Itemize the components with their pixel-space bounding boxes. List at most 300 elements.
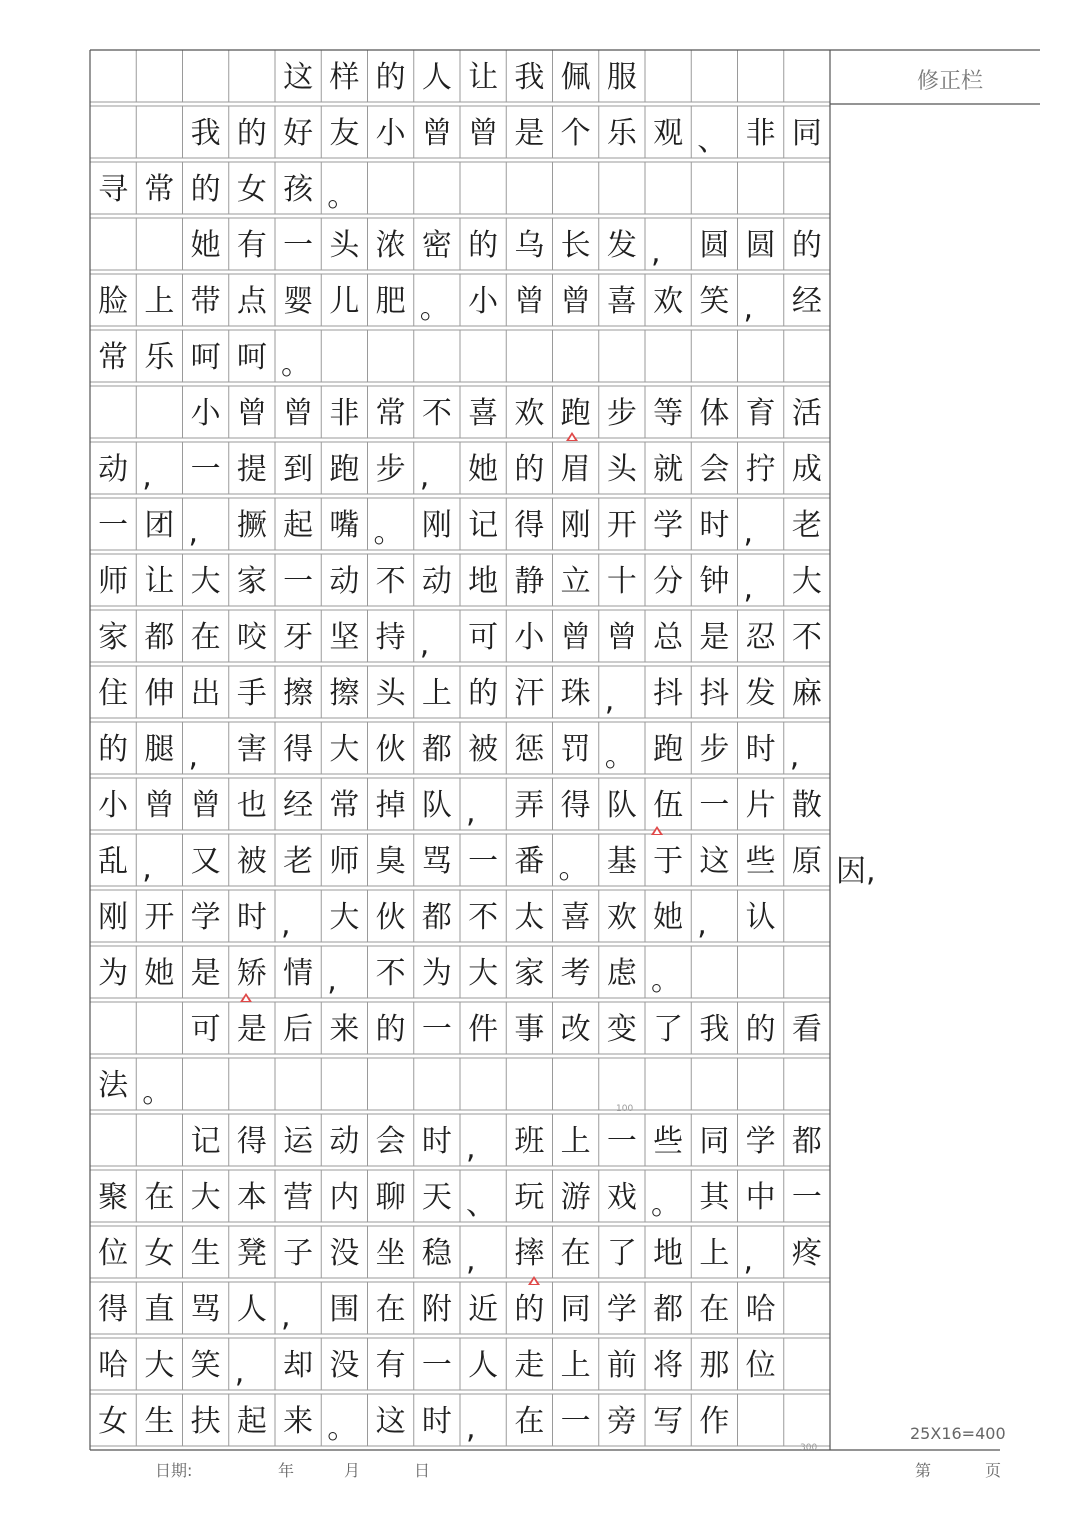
grid-cell: 起: [236, 1404, 267, 1439]
grid-cell: 时: [421, 1404, 452, 1439]
grid-cell: 聚: [98, 1180, 129, 1215]
grid-cell: 头: [329, 228, 360, 263]
grid-cell: 刚: [421, 508, 452, 543]
grid-cell: [460, 330, 506, 386]
grid-cell: 常: [98, 340, 129, 375]
grid-cell: [784, 946, 830, 1002]
grid-cell: 一: [468, 844, 499, 879]
grid-cell: 抖: [699, 676, 730, 711]
grid-cell: 大: [329, 900, 360, 935]
grid-cell: 原: [791, 844, 822, 879]
grid-cell: 都: [653, 1292, 684, 1327]
essay-row: [90, 1282, 830, 1338]
essay-row: [90, 946, 830, 1002]
grid-cell: ,: [188, 515, 199, 550]
grid-cell: 欢: [514, 396, 545, 431]
grid-cell: 忍: [745, 620, 776, 655]
grid-cell: 玩: [514, 1180, 545, 1215]
grid-cell: 成: [791, 452, 822, 487]
grid-cell: 。: [604, 739, 635, 774]
grid-cell: 可: [190, 1012, 221, 1047]
grid-cell: 虑: [606, 956, 637, 991]
grid-cell: 直: [144, 1292, 175, 1327]
grid-cell: 步: [606, 396, 637, 431]
grid-cell: 她: [653, 900, 684, 935]
grid-cell: 学: [653, 508, 684, 543]
grid-cell: 上: [560, 1348, 591, 1383]
grid-cell: 开: [606, 508, 637, 543]
grid-cell: 基: [606, 844, 637, 879]
grid-cell: 孩: [283, 172, 314, 207]
grid-cell: 老: [791, 508, 822, 543]
grid-cell: 生: [144, 1404, 175, 1439]
grid-cell: [784, 890, 830, 946]
grid-cell: 出: [190, 676, 221, 711]
grid-cell: 人: [421, 60, 452, 95]
grid-cell: 学: [606, 1292, 637, 1327]
grid-cell: [136, 386, 182, 442]
grid-cell: 营: [283, 1180, 314, 1215]
grid-cell: 经: [283, 788, 314, 823]
grid-cell: 运: [283, 1124, 314, 1159]
grid-cell: ,: [188, 739, 199, 774]
grid-cell: 附: [421, 1292, 452, 1327]
grid-cell: 手: [236, 676, 267, 711]
grid-cell: 大: [190, 564, 221, 599]
grid-cell: 喜: [606, 284, 637, 319]
grid-cell: 曾: [560, 620, 591, 655]
page-label: 第: [915, 1461, 932, 1480]
grid-cell: 这: [375, 1404, 406, 1439]
grid-cell: 一: [699, 788, 730, 823]
grid-cell: [784, 1282, 830, 1338]
grid-cell: [90, 1114, 136, 1170]
grid-cell: ,: [743, 291, 754, 326]
grid-cell: 长: [560, 228, 591, 263]
grid-cell: 大: [329, 732, 360, 767]
grid-cell: [691, 50, 737, 106]
day-label: 日: [414, 1461, 431, 1480]
grid-cell: 分: [653, 564, 684, 599]
grid-cell: 近: [468, 1292, 499, 1327]
grid-cell: 没: [329, 1348, 360, 1383]
year-label: 年: [278, 1461, 295, 1480]
grid-cell: ,: [651, 235, 661, 270]
grid-cell: ,: [789, 739, 800, 774]
grid-cell: 动: [421, 564, 452, 599]
grid-cell: 时: [745, 732, 776, 767]
essay-row: [90, 1338, 830, 1394]
grid-cell: [553, 330, 599, 386]
grid-cell: 浓: [375, 228, 406, 263]
grid-cell: [90, 1002, 136, 1058]
grid-cell: 曾: [560, 284, 591, 319]
grid-cell: 伙: [375, 732, 406, 767]
grid-cell: 擦: [329, 676, 360, 711]
grid-cell: 时: [421, 1124, 452, 1159]
margin-note: 因,: [836, 854, 876, 889]
grid-cell: 常: [329, 788, 360, 823]
grid-cell: 持: [375, 620, 406, 655]
grid-cell: 观: [653, 116, 684, 151]
grid-cell: 来: [283, 1404, 314, 1439]
grid-cell: [645, 162, 691, 218]
grid-cell: 一: [283, 564, 314, 599]
grid-cell: 女: [236, 172, 267, 207]
grid-cell: 提: [236, 452, 267, 487]
grid-cell: 骂: [421, 844, 452, 879]
grid-cell: 让: [144, 564, 175, 599]
grid-cell: [553, 1058, 599, 1114]
grid-cell: 汗: [514, 676, 545, 711]
grid-cell: 生: [190, 1236, 221, 1271]
grid-cell: 曾: [421, 116, 452, 151]
grid-cell: 走: [514, 1348, 545, 1383]
grid-cell: 小: [468, 284, 499, 319]
grid-cell: ,: [466, 1243, 476, 1278]
grid-cell: 女: [98, 1404, 129, 1439]
grid-cell: 珠: [560, 676, 591, 711]
grid-cell: 的: [375, 1012, 406, 1047]
grid-cell: ,: [466, 1411, 476, 1446]
grid-cell: 上: [699, 1236, 730, 1271]
grid-cell: ,: [743, 515, 754, 550]
grid-cell: [90, 106, 136, 162]
grid-cell: 。: [558, 851, 589, 886]
grid-cell: 戏: [606, 1180, 637, 1215]
grid-cell: [229, 50, 275, 106]
grid-cell: [784, 50, 830, 106]
grid-cell: 曾: [514, 284, 545, 319]
grid-cell: [738, 50, 784, 106]
grid-cell: 友: [329, 116, 360, 151]
grid-cell: 在: [699, 1292, 730, 1327]
grid-cell: 小: [98, 788, 129, 823]
grid-cell: 家: [98, 620, 129, 655]
grid-cell: [784, 330, 830, 386]
grid-cell: 变: [606, 1012, 637, 1047]
grid-cell: [321, 1058, 367, 1114]
essay-row: [90, 498, 830, 554]
grid-cell: 佩: [560, 60, 591, 95]
grid-cell: 伸: [144, 676, 175, 711]
essay-row: [90, 1002, 830, 1058]
grid-cell: 来: [329, 1012, 360, 1047]
grid-cell: [414, 162, 460, 218]
grid-cell: 同: [699, 1124, 730, 1159]
grid-cell: 抖: [653, 676, 684, 711]
grid-cell: 活: [791, 396, 822, 431]
grid-cell: 矫: [236, 956, 267, 991]
grid-cell: 喜: [560, 900, 591, 935]
grid-cell: 也: [236, 788, 267, 823]
grid-cell: 是: [190, 956, 221, 991]
grid-cell: 疼: [791, 1236, 822, 1271]
grid-cell: 欢: [606, 900, 637, 935]
grid-cell: 臭: [375, 844, 406, 879]
grid-cell: 伙: [375, 900, 406, 935]
grid-cell: 可: [468, 620, 499, 655]
counter-mark-100: 100: [616, 1104, 634, 1114]
grid-cell: 有: [375, 1348, 406, 1383]
grid-cell: [321, 330, 367, 386]
grid-cell: [691, 1058, 737, 1114]
grid-cell: ,: [743, 571, 754, 606]
grid-cell: 一: [421, 1012, 452, 1047]
grid-cell: 我: [190, 116, 221, 151]
grid-cell: 将: [653, 1348, 684, 1383]
grid-cell: 一: [791, 1180, 822, 1215]
grid-cell: 擦: [283, 676, 314, 711]
grid-cell: 家: [236, 564, 267, 599]
grid-cell: 件: [468, 1012, 499, 1047]
grid-cell: 点: [236, 284, 267, 319]
grid-cell: 不: [421, 396, 452, 431]
grid-cell: 体: [699, 396, 730, 431]
grid-cell: 育: [745, 396, 776, 431]
grid-cell: 散: [791, 788, 822, 823]
grid-cell: 一: [283, 228, 314, 263]
grid-cell: [738, 1058, 784, 1114]
grid-cell: [414, 330, 460, 386]
grid-cell: 一: [98, 508, 129, 543]
grid-cell: [229, 1058, 275, 1114]
grid-cell: 些: [745, 844, 776, 879]
grid-cell: 静: [514, 564, 545, 599]
essay-row: [90, 218, 830, 274]
grid-cell: 为: [98, 956, 129, 991]
grid-cell: [738, 1394, 784, 1450]
grid-cell: 在: [190, 620, 221, 655]
counter-mark-300: 300: [800, 1443, 818, 1453]
grid-cell: 在: [144, 1180, 175, 1215]
grid-cell: 中: [745, 1180, 776, 1215]
essay-row: [90, 1058, 830, 1114]
grid-cell: 呵: [190, 340, 221, 375]
grid-cell: [784, 1338, 830, 1394]
grid-cell: 罚: [560, 732, 591, 767]
grid-cell: [136, 50, 182, 106]
grid-cell: ,: [466, 1131, 476, 1166]
essay-row: [90, 50, 830, 106]
grid-cell: 嘴: [329, 508, 360, 543]
grid-cell: [90, 386, 136, 442]
grid-cell: [136, 106, 182, 162]
grid-cell: 会: [375, 1124, 406, 1159]
grid-cell: 我: [699, 1012, 730, 1047]
grid-cell: 后: [283, 1012, 314, 1047]
grid-cell: 的: [791, 228, 822, 263]
grid-cell: 儿: [329, 284, 360, 319]
grid-cell: 作: [699, 1404, 730, 1439]
grid-cell: 乌: [514, 228, 545, 263]
grid-cell: 地: [653, 1236, 684, 1271]
essay-row: [90, 442, 830, 498]
grid-cell: 呵: [236, 340, 267, 375]
correction-caret: [528, 1276, 540, 1285]
grid-cell: 大: [144, 1348, 175, 1383]
grid-cell: ,: [142, 459, 152, 494]
grid-cell: 跑: [329, 452, 360, 487]
grid-cell: 头: [606, 452, 637, 487]
essay-row: [90, 834, 830, 890]
page-unit-label: 页: [985, 1461, 1002, 1480]
grid-cell: [506, 162, 552, 218]
grid-cell: 的: [468, 228, 499, 263]
grid-cell: 不: [791, 620, 822, 655]
grid-cell: 。: [651, 963, 681, 998]
grid-cell: [738, 946, 784, 1002]
grid-cell: 上: [560, 1124, 591, 1159]
grid-cell: 情: [283, 956, 314, 991]
grid-cell: 同: [560, 1292, 591, 1327]
grid-cell: 人: [468, 1348, 499, 1383]
grid-cell: 坐: [375, 1236, 406, 1271]
grid-cell: 曾: [468, 116, 499, 151]
grid-cell: 天: [421, 1180, 452, 1215]
grid-cell: 是: [699, 620, 730, 655]
correction-caret: [240, 993, 252, 1002]
grid-cell: 害: [236, 732, 267, 767]
grid-cell: [136, 1114, 182, 1170]
grid-cell: 团: [144, 508, 175, 543]
grid-cell: 人: [236, 1292, 267, 1327]
grid-cell: 步: [699, 732, 730, 767]
grid-cell: [414, 1058, 460, 1114]
grid-cell: 围: [329, 1292, 360, 1327]
grid-cell: 总: [653, 620, 684, 655]
grid-cell: 眉: [560, 452, 591, 487]
essay-row: [90, 890, 830, 946]
grid-cell: 曾: [236, 396, 267, 431]
grid-cell: [90, 218, 136, 274]
grid-cell: 得: [283, 732, 314, 767]
essay-row: [90, 106, 830, 162]
grid-cell: 学: [190, 900, 221, 935]
grid-cell: 密: [421, 228, 452, 263]
grid-cell: 上: [421, 676, 452, 711]
grid-cell: 样: [329, 60, 360, 95]
grid-cell: 队: [421, 788, 452, 823]
grid-cell: [136, 1002, 182, 1058]
grid-cell: 她: [190, 228, 221, 263]
grid-cell: 的: [236, 116, 267, 151]
grid-cell: 得: [560, 788, 591, 823]
grid-cell: ,: [604, 683, 615, 718]
grid-cell: [460, 1058, 506, 1114]
grid-cell: [691, 330, 737, 386]
grid-cell: ,: [697, 907, 707, 942]
grid-cell: 哈: [98, 1348, 129, 1383]
grid-cell: 地: [468, 564, 499, 599]
grid-cell: 拧: [745, 452, 776, 487]
grid-cell: 立: [560, 564, 591, 599]
grid-cell: 聊: [375, 1180, 406, 1215]
grid-cell: 队: [606, 788, 637, 823]
grid-cell: 刚: [560, 508, 591, 543]
correction-column-title: 修正栏: [916, 69, 983, 94]
grid-cell: 些: [653, 1124, 684, 1159]
grid-cell: 圆: [699, 228, 730, 263]
grid-cell: 曾: [144, 788, 175, 823]
grid-cell: 太: [514, 900, 545, 935]
grid-cell: 都: [421, 732, 452, 767]
grid-cell: 掉: [375, 788, 406, 823]
grid-cell: 上: [144, 284, 175, 319]
grid-cell: 动: [329, 564, 360, 599]
grid-cell: 是: [236, 1012, 267, 1047]
grid-cell: ,: [419, 459, 430, 494]
grid-cell: 婴: [283, 284, 314, 319]
grid-cell: [784, 162, 830, 218]
grid-cell: 哈: [745, 1292, 776, 1327]
grid-cell: 不: [375, 956, 406, 991]
grid-cell: 这: [283, 60, 314, 95]
grid-cell: 住: [98, 676, 129, 711]
grid-cell: [645, 330, 691, 386]
grid-cell: 非: [329, 396, 360, 431]
grid-cell: 就: [653, 452, 684, 487]
grid-cell: 学: [745, 1124, 776, 1159]
grid-cell: 笑: [190, 1348, 221, 1383]
grid-cell: 得: [236, 1124, 267, 1159]
grid-cell: 女: [144, 1236, 175, 1271]
grid-cell: [460, 162, 506, 218]
grid-cell: [738, 162, 784, 218]
grid-cell: 改: [560, 1012, 591, 1047]
grid-cell: [645, 50, 691, 106]
grid-cell: 位: [745, 1348, 776, 1383]
grid-cell: 时: [236, 900, 267, 935]
grid-cell: ,: [142, 851, 152, 886]
grid-cell: 在: [560, 1236, 591, 1271]
grid-cell: 得: [98, 1292, 129, 1327]
essay-row: [90, 274, 830, 330]
grid-cell: 其: [699, 1180, 730, 1215]
grid-cell: 为: [421, 956, 452, 991]
grid-cell: ,: [466, 795, 476, 830]
grid-cell: [691, 162, 737, 218]
grid-cell: 撅: [236, 508, 267, 543]
grid-cell: 笑: [699, 284, 730, 319]
grid-cell: 扶: [190, 1404, 221, 1439]
grid-cell: 头: [375, 676, 406, 711]
grid-cell: 被: [236, 844, 267, 879]
grid-cell: 跑: [653, 732, 684, 767]
grid-cell: 小: [190, 396, 221, 431]
grid-cell: 腿: [144, 732, 175, 767]
grid-cell: 。: [373, 515, 404, 550]
grid-cell: 惩: [514, 732, 545, 767]
grid-cell: 时: [699, 508, 730, 543]
grid-cell: 。: [327, 179, 358, 214]
grid-cell: 的: [375, 60, 406, 95]
grid-cell: 曾: [283, 396, 314, 431]
grid-cell: [90, 50, 136, 106]
essay-row: [90, 162, 830, 218]
grid-cell: 本: [236, 1180, 267, 1215]
grid-cell: 记: [190, 1124, 221, 1159]
grid-cell: 咬: [236, 620, 267, 655]
grid-cell: 。: [142, 1075, 173, 1110]
grid-cell: 写: [653, 1404, 684, 1439]
grid-cell: [368, 330, 414, 386]
grid-cell: 都: [421, 900, 452, 935]
grid-cell: 家: [514, 956, 545, 991]
grid-cell: [183, 1058, 229, 1114]
grid-cell: 小: [375, 116, 406, 151]
grid-cell: [368, 162, 414, 218]
